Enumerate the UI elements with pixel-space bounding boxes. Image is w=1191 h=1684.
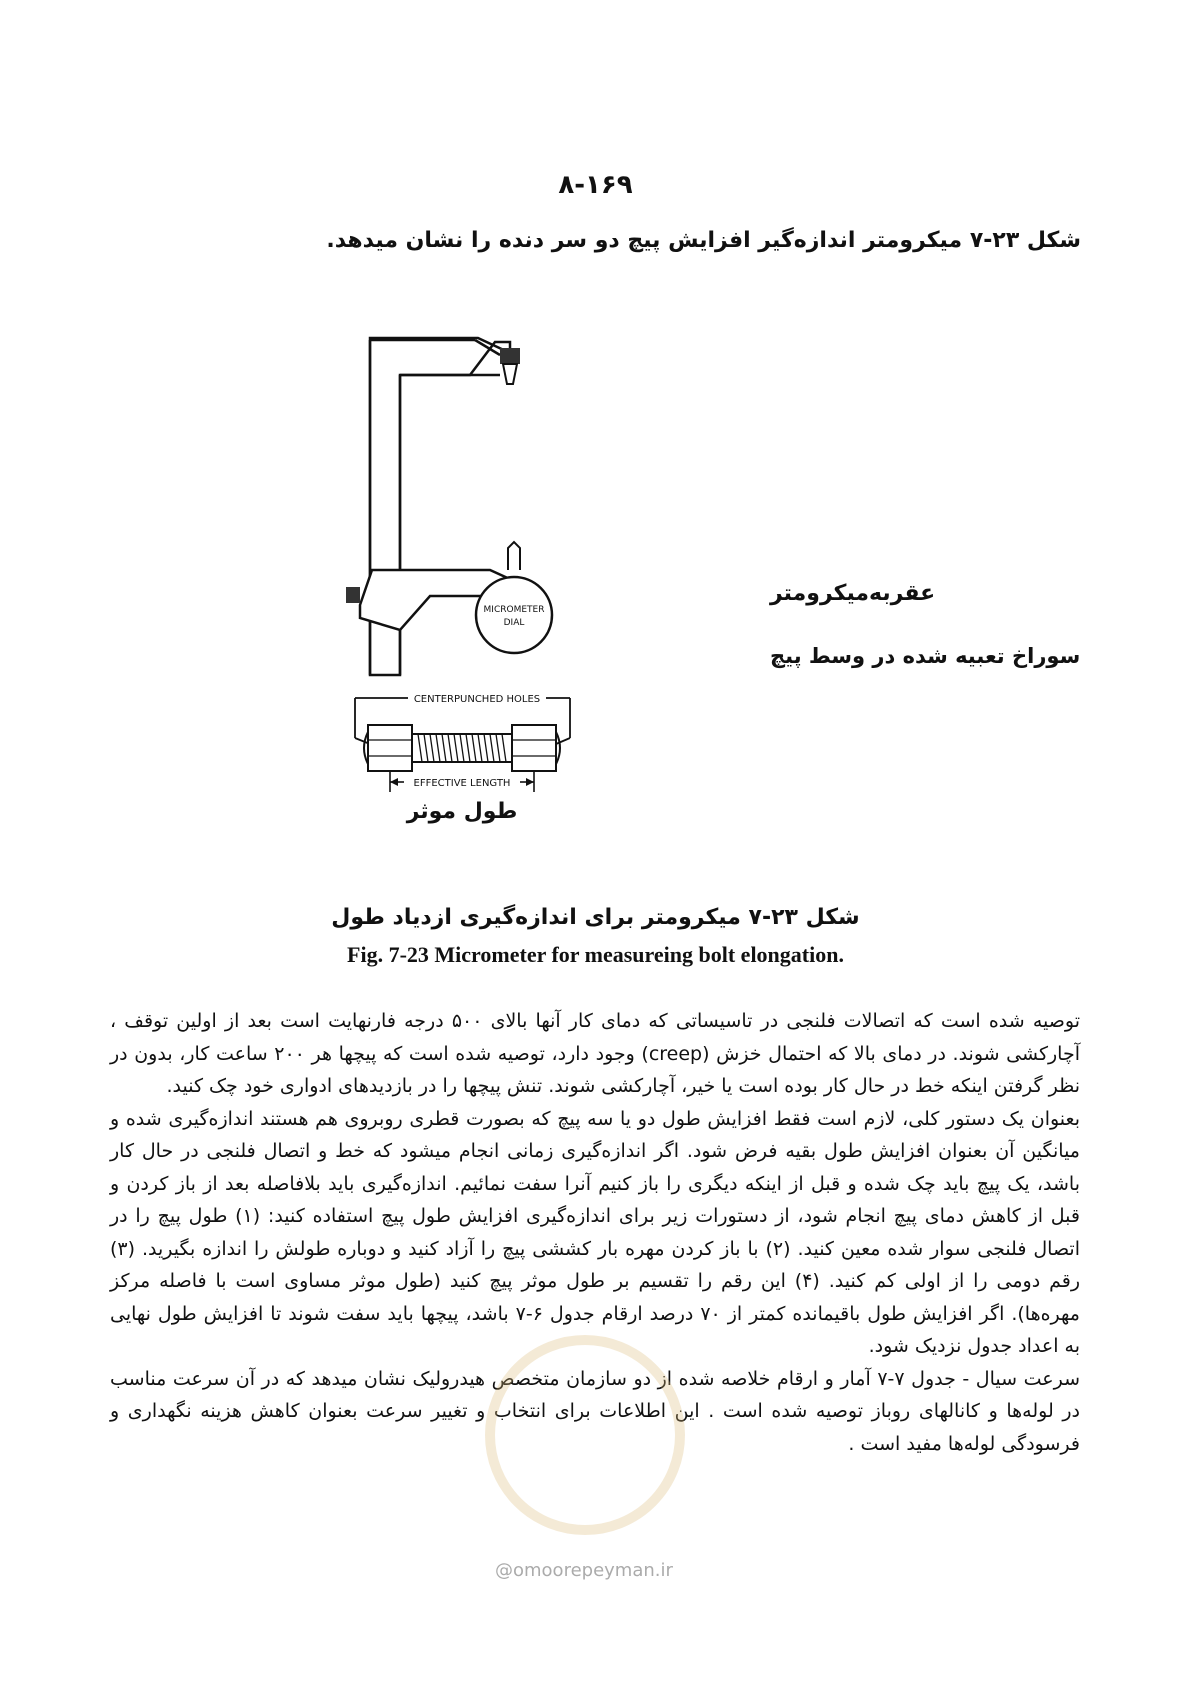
holes-label-fa: سوراخ تعبیه شده در وسط پیچ <box>770 644 1081 668</box>
figure-caption-en: Fig. 7-23 Micrometer for measureing bolt elongation. <box>347 942 844 967</box>
holes-label-en: CENTERPUNCHED HOLES <box>413 694 541 705</box>
page-number: ۸-۱۶۹ <box>558 170 633 200</box>
micrometer-drawing <box>360 360 1081 880</box>
body-text <box>110 1005 1080 1460</box>
dial-label-fa: عقربه‌میکرومتر <box>770 581 936 606</box>
dial-label-line1: MICROMETER <box>483 605 545 615</box>
paragraph: بعنوان یک دستور کلی، لازم است فقط افزایش طول دو یا سه پیچ که بصورت قطری روبروی هم هستند اندازه‌گیری شده و میانگین آن بعنوان افزایش طول بقیه فرض شود. اگر اندازه‌گیری زمانی انجام میشود که خط و اتصال فلنجی در حال کار باشد، یک پیچ باید چک شده و قبل از اینکه دیگری را باز کنیم آنرا سفت نمائیم. اندازه‌گیری باید بلافاصله بعد از باز کردن و قبل از کاهش دمای پیچ انجام شود، از دستورات زیر برای اندازه‌گیری افزایش طول پیچ استفاده کنید: (۱) طول پیچ را در اتصال فلنجی سوار شده معین کنید. (۲) با باز کردن مهره بار کششی پیچ را آزاد کنید و دوباره طولش را اندازه بگیرید. (۳) رقم دومی را از اولی کم کنید. (۴) این رقم را تقسیم بر طول موثر پیچ کنید (طول موثر مساوی است با فاصله مرکز مهره‌ها). اگر افزایش طول باقیمانده کمتر از ۷۰ درصد ارقام جدول ۶-۷ باشد، پیچها باید سفت شوند تا افزایش طول نهایی به اعداد جدول نزدیک شود. <box>110 1107 1080 1357</box>
micrometer-dial-circle <box>476 577 552 653</box>
paragraph: توصیه شده است که اتصالات فلنجی در تاسیساتی که دمای کار آنها بالای ۵۰۰ درجه فارنهایت است بعد از اولین توقف ، آچارکشی شوند. در دمای بالا که احتمال خزش (creep) وجود دارد، توصیه شده است که پیچها هر ۲۰۰ ساعت کار، بدون در نظر گرفتن اینکه خط در حال کار بوده است یا خیر، آچارکشی شوند. تنش پیچها را در بازدیدهای ادواری خود چک کنید. <box>110 1010 1080 1097</box>
dial-label-line2: DIAL <box>503 618 525 628</box>
top-caption: شکل ۲۳-۷ میکرومتر اندازه‌گیر افزایش پیچ دو سر دنده را نشان میدهد. <box>326 228 1081 253</box>
figure-caption-fa: شکل ۲۳-۷ میکرومتر برای اندازه‌گیری ازدیاد طول <box>331 905 860 930</box>
watermark-text: @omoorepeyman.ir <box>495 1560 673 1581</box>
micrometer-figure <box>360 360 1081 880</box>
length-label-fa: طول موثر <box>406 799 518 824</box>
length-label-en: EFFECTIVE LENGTH <box>413 778 511 789</box>
paragraph: سرعت سیال - جدول ۷-۷ آمار و ارقام خلاصه شده از دو سازمان متخصص هیدرولیک نشان میدهد که در آن سرعت مناسب در لوله‌ها و کانالهای روباز توصیه شده است . این اطلاعات برای انتخاب و تغییر سرعت بعنوان کاهش هزینه نگهداری و فرسودگی لوله‌ها مفید است . <box>110 1367 1080 1455</box>
